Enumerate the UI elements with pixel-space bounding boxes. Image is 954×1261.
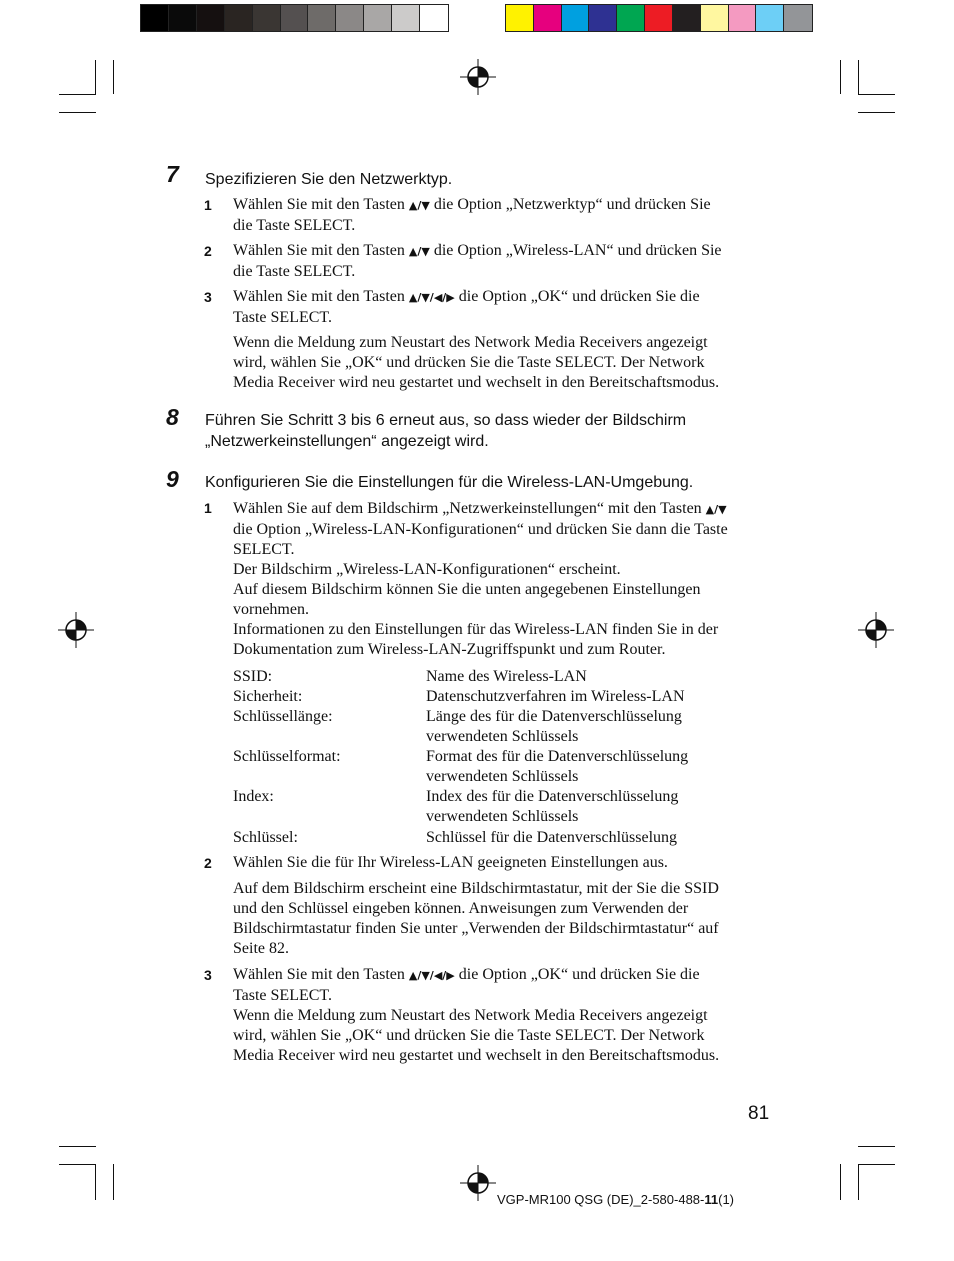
text-line: Media Receiver wird neu gestartet und wechselt in den Bereitschaftsmodus. (233, 374, 720, 391)
setting-label: Schlüsselformat: (233, 748, 341, 765)
color-calibration-bar (505, 4, 813, 32)
registration-mark-icon (460, 59, 496, 95)
text-line: die Taste SELECT. (233, 217, 356, 234)
color-swatch (729, 5, 757, 31)
text-line: verwendeten Schlüssels (426, 728, 579, 745)
setting-label: Index: (233, 788, 274, 805)
text-line: Auf diesem Bildschirm können Sie die unten angegebenen Einstellungen (233, 581, 701, 598)
step-title: Konfigurieren Sie die Einstellungen für die Wireless-LAN-Umgebung. (205, 474, 694, 491)
color-swatch (420, 5, 448, 31)
text-line: Seite 82. (233, 940, 289, 957)
text-line: verwendeten Schlüssels (426, 768, 579, 785)
substep-number: 1 (204, 500, 212, 516)
text-line: Media Receiver wird neu gestartet und wechselt in den Bereitschaftsmodus. (233, 1047, 720, 1064)
color-swatch (308, 5, 336, 31)
crop-mark (113, 1164, 114, 1200)
setting-description (426, 667, 766, 687)
color-swatch (701, 5, 729, 31)
crop-mark (59, 112, 96, 113)
page-number: 81 (748, 1103, 770, 1124)
setting-label: Sicherheit: (233, 688, 303, 705)
color-swatch (562, 5, 590, 31)
setting-description (426, 787, 766, 827)
setting-description (426, 687, 766, 707)
substep-number: 2 (204, 855, 212, 871)
document-code-bold: 11 (704, 1192, 719, 1207)
substep-text (233, 853, 773, 873)
text-line: und den Schlüssel eingeben können. Anweisungen zum Verwenden der (233, 900, 689, 917)
color-swatch (534, 5, 562, 31)
substep-text (233, 965, 773, 1066)
text-line: die Taste SELECT. (233, 263, 356, 280)
document-code (497, 1192, 734, 1207)
substep-text (233, 287, 773, 328)
color-swatch (673, 5, 701, 31)
crop-mark (840, 60, 841, 94)
crop-mark (59, 1164, 96, 1165)
text-line: Wählen Sie mit den Tasten ▲/▼ die Option „Wireless-LAN“ und drücken Sie (233, 242, 722, 259)
crop-mark (59, 1146, 96, 1147)
text-line: vornehmen. (233, 601, 309, 618)
substep-number: 3 (204, 967, 212, 983)
substep-number: 3 (204, 289, 212, 305)
text-line: Der Bildschirm „Wireless-LAN-Konfigurationen“ erscheint. (233, 561, 621, 578)
registration-mark-icon (858, 612, 894, 648)
text-line: Wenn die Meldung zum Neustart des Network Media Receivers angezeigt (233, 334, 708, 351)
title-line: Führen Sie Schritt 3 bis 6 erneut aus, so dass wieder der Bildschirm (205, 412, 687, 429)
setting-description (426, 828, 766, 848)
color-swatch (225, 5, 253, 31)
color-swatch (141, 5, 169, 31)
title-line: „Netzwerkeinstellungen“ angezeigt wird. (205, 433, 489, 450)
text-line: Informationen zu den Einstellungen für das Wireless-LAN finden Sie in der (233, 621, 719, 638)
crop-mark (858, 1146, 895, 1147)
substep-number: 2 (204, 243, 212, 259)
substep-note (233, 333, 773, 393)
text-line: Schlüssel für die Datenverschlüsselung (426, 829, 678, 846)
text-line: Name des Wireless-LAN (426, 668, 587, 685)
text-line: Taste SELECT. (233, 987, 333, 1004)
text-line: wird, wählen Sie „OK“ und drücken Sie die Taste SELECT. Der Network (233, 1027, 705, 1044)
crop-mark (858, 1164, 895, 1165)
text-line: Datenschutzverfahren im Wireless-LAN (426, 688, 685, 705)
text-line: Wählen Sie mit den Tasten ▲/▼/◀/▶ die Option „OK“ und drücken Sie die (233, 288, 700, 305)
color-swatch (253, 5, 281, 31)
crop-mark (858, 1164, 859, 1200)
registration-mark-icon (460, 1165, 496, 1201)
text-line: Wählen Sie die für Ihr Wireless-LAN geeigneten Einstellungen aus. (233, 854, 668, 871)
text-line: wird, wählen Sie „OK“ und drücken Sie die Taste SELECT. Der Network (233, 354, 705, 371)
crop-mark (113, 60, 114, 94)
text-line: Wählen Sie mit den Tasten ▲/▼/◀/▶ die Option „OK“ und drücken Sie die (233, 966, 700, 983)
crop-mark (59, 94, 96, 95)
crop-mark (95, 1164, 96, 1200)
text-line: Wählen Sie mit den Tasten ▲/▼ die Option „Netzwerktyp“ und drücken Sie (233, 196, 711, 213)
text-line: SELECT. (233, 541, 295, 558)
text-line: verwendeten Schlüssels (426, 808, 579, 825)
step-title (205, 410, 686, 452)
arrow-keys-icon: ▲/▼ (705, 503, 727, 516)
arrow-keys-icon: ▲/▼ (408, 245, 430, 258)
color-swatch (169, 5, 197, 31)
text-line: Format des für die Datenverschlüsselung (426, 748, 689, 765)
substep-text (233, 241, 773, 282)
text-line: Auf dem Bildschirm erscheint eine Bildschirmtastatur, mit der Sie die SSID (233, 880, 719, 897)
color-swatch (645, 5, 673, 31)
text-line: Taste SELECT. (233, 309, 333, 326)
text-line: Wenn die Meldung zum Neustart des Network Media Receivers angezeigt (233, 1007, 708, 1024)
step-number: 8 (166, 404, 179, 430)
substep-text (233, 499, 773, 660)
color-swatch (364, 5, 392, 31)
color-swatch (392, 5, 420, 31)
color-swatch (617, 5, 645, 31)
crop-mark (858, 94, 895, 95)
color-swatch (197, 5, 225, 31)
color-swatch (336, 5, 364, 31)
substep-number: 1 (204, 197, 212, 213)
registration-mark-icon (58, 612, 94, 648)
crop-mark (840, 1164, 841, 1200)
color-swatch (589, 5, 617, 31)
setting-label: SSID: (233, 668, 273, 685)
substep-text (233, 195, 773, 236)
text-line: die Option „Wireless-LAN-Konfigurationen“ und drücken Sie dann die Taste (233, 521, 728, 538)
arrow-keys-icon: ▲/▼/◀/▶ (408, 969, 455, 982)
setting-label: Schlüssel: (233, 829, 298, 846)
substep-note (233, 879, 773, 959)
text-line: Dokumentation zum Wireless-LAN-Zugriffspunkt und zum Router. (233, 641, 666, 658)
color-swatch (506, 5, 534, 31)
text-line: Index des für die Datenverschlüsselung (426, 788, 679, 805)
crop-mark (95, 60, 96, 94)
text-line: Bildschirmtastatur finden Sie unter „Verwenden der Bildschirmtastatur“ auf (233, 920, 719, 937)
text-line: Wählen Sie auf dem Bildschirm „Netzwerkeinstellungen“ mit den Tasten ▲/▼ (233, 500, 727, 517)
color-swatch (784, 5, 812, 31)
color-swatch (281, 5, 309, 31)
grayscale-calibration-bar (140, 4, 449, 32)
setting-description (426, 707, 766, 747)
step-number: 7 (166, 161, 179, 187)
crop-mark (858, 60, 859, 94)
document-code-suffix: (1) (718, 1192, 734, 1207)
setting-label: Schlüssellänge: (233, 708, 333, 725)
document-code-prefix: VGP-MR100 QSG (DE)_2-580-488- (497, 1192, 705, 1207)
color-swatch (756, 5, 784, 31)
arrow-keys-icon: ▲/▼ (408, 199, 430, 212)
step-number: 9 (166, 466, 179, 492)
crop-mark (858, 112, 895, 113)
text-line: Länge des für die Datenverschlüsselung (426, 708, 682, 725)
arrow-keys-icon: ▲/▼/◀/▶ (408, 291, 455, 304)
step-title: Spezifizieren Sie den Netzwerktyp. (205, 171, 453, 188)
setting-description (426, 747, 766, 787)
